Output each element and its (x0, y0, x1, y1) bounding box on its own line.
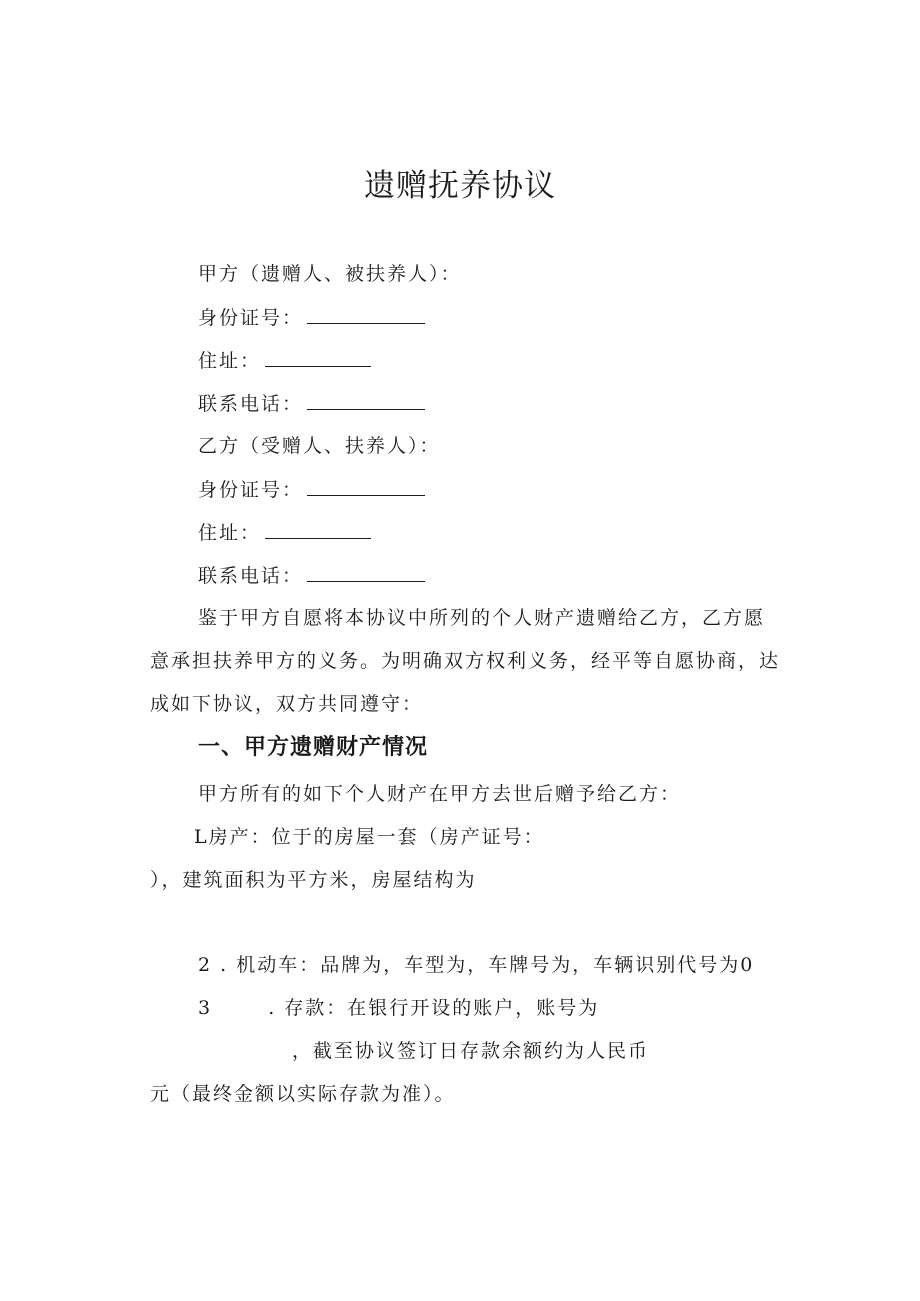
party-a-address-blank (265, 348, 371, 367)
party-a-address-label: 住址： (198, 350, 262, 372)
item-3-row (198, 996, 599, 1020)
item-3-line-2: ，截至协议签订日存款余额约为人民币 (292, 1040, 650, 1062)
party-b-id-blank (307, 477, 425, 496)
party-b-address-row (198, 520, 371, 545)
preamble-line-3: 成如下协议，双方共同遵守： (150, 693, 424, 715)
document-title: 遗赠抚养协议 (364, 168, 556, 204)
party-b-label: 乙方（受赠人、扶养人）： (198, 435, 441, 457)
party-b-phone-row (198, 563, 425, 588)
party-a-id-row (198, 305, 425, 330)
party-b-phone-label: 联系电话： (198, 565, 304, 587)
item-3-line-3: 元（最终金额以实际存款为准）。 (150, 1083, 456, 1105)
section-1-intro: 甲方所有的如下个人财产在甲方去世后赠予给乙方： (198, 783, 682, 805)
party-a-label: 甲方（遗赠人、被扶养人）： (198, 263, 462, 285)
party-a-phone-blank (307, 391, 425, 410)
party-a-address-row (198, 348, 371, 373)
item-1-line-1: L房产：位于的房屋一套（房产证号： (194, 826, 545, 848)
preamble-line-2: 意承担扶养甲方的义务。为明确双方权利义务，经平等自愿协商，达 (150, 650, 781, 672)
party-a-id-blank (307, 305, 425, 324)
item-1-line-2: ），建筑面积为平方米，房屋结构为 (150, 869, 477, 891)
item-3-number: 3 (198, 997, 213, 1019)
section-1-heading: 一、甲方遗赠财产情况 (198, 735, 429, 760)
party-a-id-label: 身份证号： (198, 307, 304, 329)
party-a-phone-label: 联系电话： (198, 393, 304, 415)
party-b-phone-blank (307, 563, 425, 582)
party-b-address-label: 住址： (198, 522, 262, 544)
item-2-row (198, 953, 754, 977)
party-b-id-label: 身份证号： (198, 479, 304, 501)
item-2-text: . 机动车：品牌为，车型为，车牌号为，车辆识别代号为0 (220, 954, 755, 976)
item-2-number: 2 (198, 954, 213, 976)
preamble-line-1: 鉴于甲方自愿将本协议中所列的个人财产遗赠给乙方，乙方愿 (198, 607, 766, 629)
party-b-address-blank (265, 520, 371, 539)
party-b-id-row (198, 477, 425, 502)
item-3-text: . 存款：在银行开设的账户，账号为 (268, 997, 600, 1019)
party-a-phone-row (198, 391, 425, 416)
